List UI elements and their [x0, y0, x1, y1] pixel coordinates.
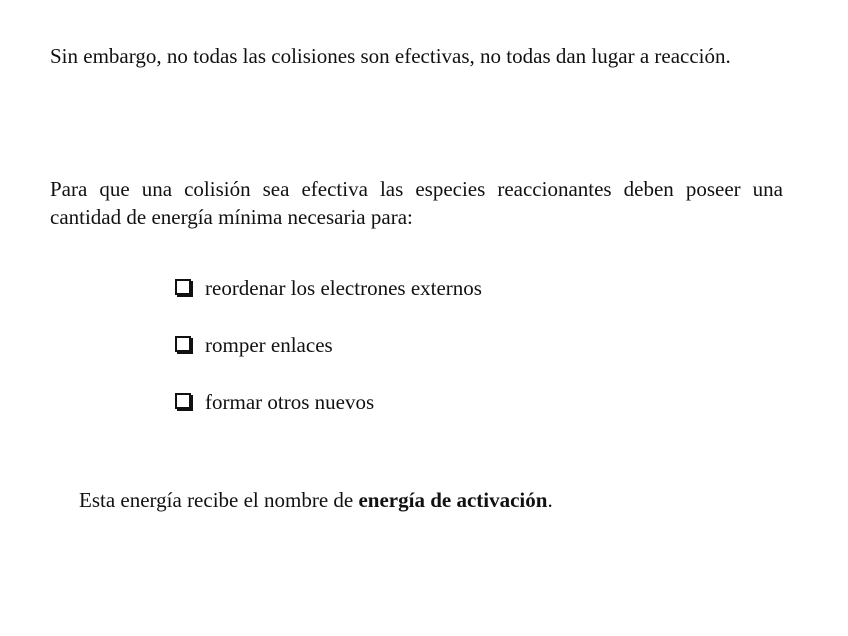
- checkbox-icon: [175, 279, 191, 295]
- list-item: [172, 331, 482, 359]
- paragraph-collisions: Sin embargo, no todas las colisiones son efectivas, no todas dan lugar a reacción.: [50, 44, 731, 68]
- list-item-text: reordenar los electrones externos: [205, 276, 482, 300]
- checkbox-icon: [175, 393, 191, 409]
- paragraph-activation-energy: [79, 486, 553, 514]
- checkbox-icon: [175, 336, 191, 352]
- activation-energy-term: energía de activación: [358, 488, 548, 512]
- list-item: [172, 388, 482, 416]
- conclusion-suffix: .: [547, 488, 553, 512]
- list-item-text: formar otros nuevos: [205, 390, 375, 414]
- requirements-list: [172, 274, 482, 445]
- list-item: [172, 274, 482, 302]
- conclusion-prefix: Esta energía recibe el nombre de: [79, 488, 359, 512]
- list-item-text: romper enlaces: [205, 333, 333, 357]
- paragraph-effective-collision: Para que una colisión sea efectiva las especies reaccionantes deben poseer una cantidad de energía mínima necesaria para:: [50, 177, 783, 229]
